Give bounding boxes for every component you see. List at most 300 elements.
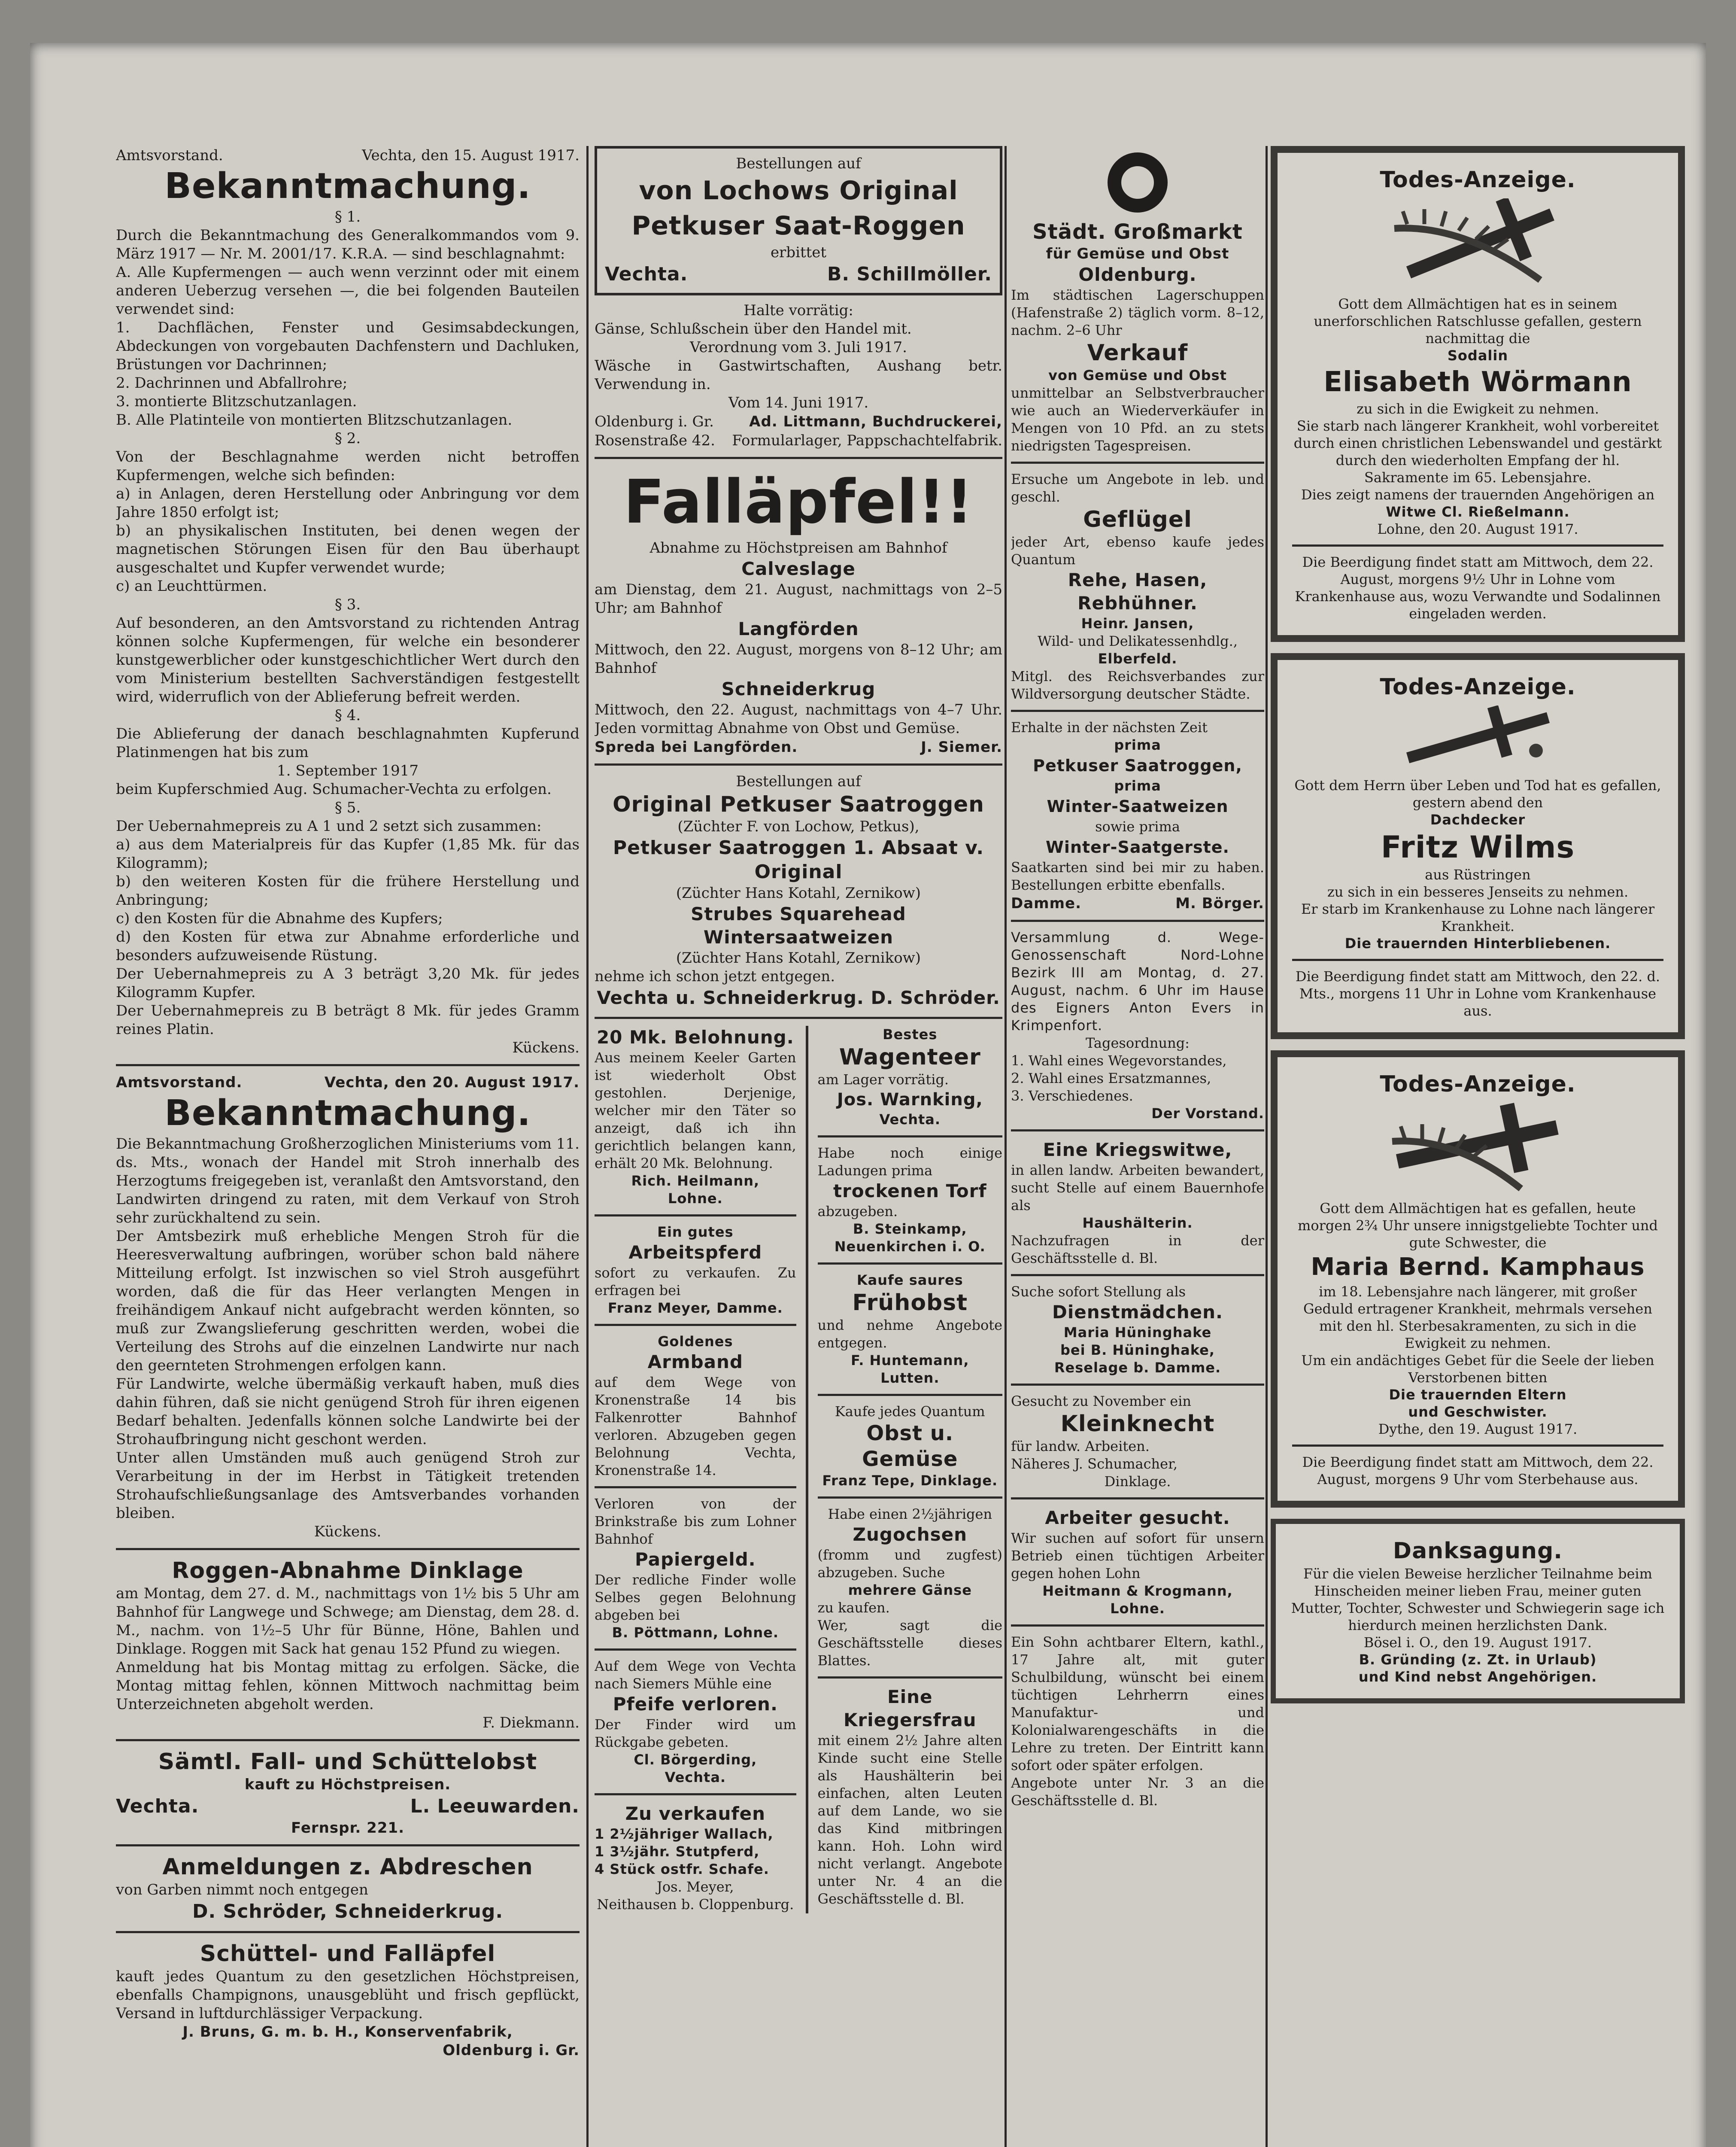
thanks-signature: B. Gründing (z. Zt. in Urlaub) bbox=[1359, 1651, 1597, 1668]
divider bbox=[1011, 920, 1264, 922]
notice-date: Vechta, den 15. August 1917. bbox=[362, 147, 580, 164]
ad-signature: J. Siemer. bbox=[921, 739, 1002, 756]
ad-location: Vechta. bbox=[116, 1795, 199, 1817]
ad-livestock-sale bbox=[595, 1802, 796, 1913]
ad-title: Original Petkuser Saatroggen bbox=[613, 792, 984, 817]
ad-fruit-buyer bbox=[116, 1748, 580, 1837]
ad-text: Aus meinem Keeler Garten ist wiederholt Obst gestohlen. Derjenige, welcher mir den Täter so anzeigt, daß ich ihn gerichtlich belangen kann, erhält 20 Mk. Belohnung. bbox=[595, 1049, 796, 1171]
notice-deadline: 1. September 1917 bbox=[277, 762, 419, 779]
ad-fruit-vegetables bbox=[818, 1403, 1002, 1490]
death-notice-text: Die Beerdigung findet statt am Mittwoch, dem 22. August, morgens 9 Uhr vom Sterbehause aus. bbox=[1302, 1454, 1654, 1487]
death-notice-signature: und Geschwister. bbox=[1408, 1404, 1548, 1420]
ad-text: (Züchter Hans Kotahl, Zernikow) bbox=[676, 885, 921, 902]
divider bbox=[1011, 1497, 1264, 1499]
death-notice-text: Dies zeigt namens der trauernden Angehörigen an bbox=[1301, 487, 1655, 503]
ad-text: Ein Sohn achtbarer Eltern, kathl., 17 Jahre alt, mit guter Schulbildung, wünscht bei einem tüchtigen Lehrherrn eines Manufaktur- und Kolonialwarengeschäfts in die Lehre zu treten. Der Eintritt kann sofort oder später erfolgen. bbox=[1011, 1634, 1264, 1773]
death-notice-date: Dythe, den 19. August 1917. bbox=[1378, 1421, 1578, 1437]
ad-phone: Fernspr. 221. bbox=[291, 1819, 404, 1837]
divider bbox=[595, 1793, 796, 1795]
death-notice-text: zu sich in die Ewigkeit zu nehmen. bbox=[1357, 401, 1599, 417]
cross-with-wreath-icon bbox=[1388, 706, 1568, 770]
ad-lost-pipe bbox=[595, 1657, 796, 1786]
death-notice-kamphaus bbox=[1271, 1050, 1685, 1508]
death-notice-text: Gott dem Herrn über Leben und Tod hat es gefallen, gestern abend den bbox=[1294, 777, 1661, 811]
ad-title: Papiergeld. bbox=[635, 1549, 756, 1570]
divider bbox=[818, 1262, 1002, 1265]
ad-title: Strubes Squarehead Wintersaatweizen bbox=[691, 903, 906, 948]
ad-title: Pfeife verloren. bbox=[613, 1694, 778, 1715]
ad-text: unmittelbar an Selbstverbraucher wie auch an Wiederverkäufer in Mengen von 10 Pfd. an zu stets niedrigsten Tagespreisen. bbox=[1011, 385, 1264, 454]
divider bbox=[818, 1496, 1002, 1499]
thanks-notice bbox=[1271, 1519, 1685, 1703]
ad-apples-buyer bbox=[116, 1940, 580, 2060]
divider bbox=[1011, 710, 1264, 712]
ad-text: mit einem 2½ Jahre alten Kinde sucht eine Stelle als Haushälterin bei einfachen, alten Leuten auf dem Lande, wo sie das Kind mitbringen kann. Hoh. Lohn wird nicht verlangt. Angebote unter Nr. 4 an die Geschäftsstelle d. Bl. bbox=[817, 1732, 1002, 1907]
divider bbox=[1011, 1274, 1264, 1276]
ad-city-market bbox=[1011, 150, 1264, 455]
notice-text: Auf besonderen, an den Amtsvorstand zu richtenden Antrag können solche Kupfermengen, für welche ein besonderer kunstgewerblicher oder kunstgeschichtlicher Wert durch den vom Ministerium bestellten Sachverständigen festgestellt wird, widerruflich von der Ablieferung befreit werden. bbox=[116, 614, 580, 706]
ad-text: und nehme Angebote entgegen. bbox=[817, 1317, 1002, 1351]
divider bbox=[595, 1486, 796, 1488]
ad-wagon-tar bbox=[818, 1026, 1002, 1128]
ad-title: Winter-Saatgerste. bbox=[1046, 838, 1229, 857]
death-notice-signature: Die trauernden Eltern bbox=[1389, 1387, 1567, 1403]
ad-title: Schüttel- und Falläpfel bbox=[200, 1941, 496, 1967]
notice-text: Der Uebernahmepreis zu A 3 beträgt 3,20 Mk. für jedes Kilogramm Kupfer. bbox=[116, 965, 580, 1001]
notice-copper bbox=[116, 146, 580, 1057]
ad-signature: Maria Hüninghake bbox=[1063, 1324, 1212, 1341]
death-notice-woermann bbox=[1271, 146, 1685, 642]
ad-location: Vechta. bbox=[879, 1111, 941, 1128]
ad-address: Rosenstraße 42. bbox=[595, 432, 715, 449]
ad-text: sofort zu verkaufen. Zu erfragen bei bbox=[595, 1265, 796, 1299]
ad-text: Suche sofort Stellung als bbox=[1011, 1283, 1186, 1300]
ad-signature: L. Leeuwarden. bbox=[410, 1795, 580, 1817]
ad-signature: Rich. Heilmann, bbox=[631, 1173, 760, 1189]
column-1 bbox=[116, 146, 580, 2147]
ad-title: Haushälterin. bbox=[1082, 1215, 1193, 1231]
notice-item: c) den Kosten für die Abnahme des Kupfers; bbox=[116, 910, 443, 927]
ad-text: Verordnung vom 3. Juli 1917. bbox=[690, 339, 907, 356]
death-notice-text: aus Rüstringen bbox=[1425, 867, 1531, 883]
ad-signature: F. Huntemann, bbox=[851, 1352, 969, 1368]
column-rule bbox=[1005, 146, 1007, 2147]
ad-location: Oldenburg i. Gr. bbox=[443, 2042, 580, 2059]
deceased-name: Elisabeth Wörmann bbox=[1323, 366, 1632, 398]
ad-text: Wer, sagt die Geschäftsstelle dieses Blattes. bbox=[817, 1617, 1002, 1669]
notice-straw bbox=[116, 1073, 580, 1541]
death-notice-text: Gott dem Allmächtigen hat es gefallen, heute morgen 2¾ Uhr unsere innigstgeliebte Tochter und gute Schwester, die bbox=[1297, 1200, 1658, 1251]
ad-text: Kaufe jedes Quantum bbox=[835, 1403, 985, 1420]
divider bbox=[595, 1017, 1002, 1019]
divider bbox=[116, 1931, 580, 1933]
ad-text: Halte vorrätig: bbox=[744, 302, 853, 319]
ad-workhorse bbox=[595, 1223, 796, 1317]
column-rule bbox=[586, 146, 589, 2147]
divider bbox=[1011, 462, 1264, 464]
ad-text: (Züchter F. von Lochow, Petkus), bbox=[677, 818, 920, 835]
ad-location: Elberfeld. bbox=[1098, 651, 1178, 667]
divider bbox=[1011, 1384, 1264, 1386]
ad-item: 1. Wahl eines Wegevorstandes, bbox=[1011, 1052, 1227, 1069]
divider bbox=[595, 1214, 796, 1216]
ad-seed-rye bbox=[595, 146, 1002, 295]
ad-heading: Calveslage bbox=[741, 558, 856, 579]
ad-text: von Garben nimmt noch entgegen bbox=[116, 1881, 368, 1898]
notice-title: Bekanntmachung. bbox=[164, 166, 531, 207]
ad-signature: Heitmann & Krogmann, bbox=[1042, 1583, 1233, 1599]
paragraph-number: § 1. bbox=[334, 208, 361, 225]
ad-text: Erhalte in der nächsten Zeit bbox=[1011, 719, 1208, 736]
ad-signature: Heinr. Jansen, bbox=[1081, 615, 1194, 632]
ad-heading: Langförden bbox=[738, 618, 859, 639]
death-notice-text: Sodalin bbox=[1447, 347, 1508, 364]
thanks-text: Für die vielen Beweise herzlicher Teilnahme beim Hinscheiden meiner lieben Frau, meiner guten Mutter, Tochter, Schwester und Schwiegerin sage ich hierdurch meinen herzlichsten Dank. bbox=[1291, 1566, 1665, 1633]
ad-text: Im städtischen Lagerschuppen (Hafenstraße 2) täglich vorm. 8–12, nachm. 2–6 Uhr bbox=[1011, 287, 1264, 338]
notice-item: 1. Dachflächen, Fenster und Gesimsabdeckungen, Abdeckungen von vorgebauten Dachfenstern und Dachluken, Brüstungen vor Dachrinnen; bbox=[116, 319, 580, 373]
death-notice-text: Die Beerdigung findet statt am Mittwoch, dem 22. August, morgens 9½ Uhr in Lohne vom Krankenhause aus, wozu Verwandte und Sodalinnen eingeladen werden. bbox=[1295, 554, 1661, 622]
ad-text: Gesucht zu November ein bbox=[1011, 1393, 1192, 1409]
ad-text: Näheres J. Schumacher, bbox=[1011, 1456, 1178, 1472]
ring-emblem-icon bbox=[1105, 150, 1170, 215]
ad-text: Versammlung d. Wege-Genossenschaft Nord-Lohne Bezirk III am Montag, d. 27. August, nachm. 6 Uhr im Hause des Eigners Anton Evers in Krimpenfort. bbox=[1011, 929, 1264, 1034]
ad-signature: Jos. Warnking, bbox=[837, 1090, 983, 1110]
ad-text: für Gemüse und Obst bbox=[1046, 245, 1229, 262]
ad-seed-grain bbox=[1011, 719, 1264, 913]
ad-title: Arbeiter gesucht. bbox=[1045, 1507, 1230, 1528]
column-rule bbox=[806, 1026, 808, 1913]
ad-text: (Züchter Hans Kotahl, Zernikow) bbox=[676, 949, 921, 967]
thanks-signature: und Kind nebst Angehörigen. bbox=[1358, 1669, 1597, 1685]
ad-text: Mittwoch, den 22. August, nachmittags von 4–7 Uhr. Jeden vormittag Abnahme von Obst und Gemüse. bbox=[595, 701, 1002, 737]
divider bbox=[116, 1064, 580, 1066]
ad-text: Wir suchen auf sofort für unsern Betrieb einen tüchtigen Arbeiter gegen hohen Lohn bbox=[1011, 1530, 1264, 1581]
notice-authority: Amtsvorstand. bbox=[116, 1074, 243, 1091]
ad-title: Frühobst bbox=[852, 1290, 968, 1316]
ad-workers-wanted bbox=[1011, 1506, 1264, 1618]
small-ads-left bbox=[595, 1026, 796, 1913]
ad-signature: Cl. Börgerding, bbox=[634, 1752, 757, 1768]
ad-text: Bestellungen auf bbox=[736, 155, 861, 172]
column-rule bbox=[1266, 146, 1268, 2147]
small-ads-grid bbox=[595, 1026, 1002, 1913]
notice-text: Der Uebernahmepreis zu B beträgt 8 Mk. für jedes Gramm reines Platin. bbox=[116, 1002, 580, 1038]
ad-item: 1 3½jähr. Stutpferd, bbox=[595, 1843, 760, 1860]
ad-title: Arbeitspferd bbox=[628, 1242, 762, 1263]
death-notice-text: zu sich in ein besseres Jenseits zu nehmen. bbox=[1327, 884, 1629, 900]
ad-poultry bbox=[1011, 471, 1264, 703]
ad-text: Habe noch einige Ladungen prima bbox=[817, 1145, 1002, 1179]
ad-text: abzugeben. bbox=[817, 1203, 898, 1219]
paragraph-number: § 3. bbox=[334, 596, 361, 613]
notice-authority: Amtsvorstand. bbox=[116, 147, 223, 164]
ad-lost-money bbox=[595, 1495, 796, 1642]
notice-text: Der Amtsbezirk muß erhebliche Mengen Stroh für die Heeresverwaltung aufbringen, worüber schon bald nähere Mitteilung erfolgt. Ist inzwischen so viel Stroh ausgeführt worden, daß die für das Heer verlangten Mengen in freihändigem Ankauf nicht aufgebracht werden könnten, so muß zur Zwangslieferung geschritten werden, wobei die Verteilung des Strohs auf die einzelnen Landwirte nur nach den geernteten Strohmengen erfolgen kann. bbox=[116, 1228, 580, 1374]
cross-with-palm-icon bbox=[1379, 1103, 1577, 1193]
ad-text: Saatkarten sind bei mir zu haben. Bestellungen erbitte ebenfalls. bbox=[1011, 859, 1264, 893]
ad-text: prima bbox=[1114, 778, 1161, 794]
death-notice-date: Lohne, den 20. August 1917. bbox=[1377, 521, 1578, 537]
ad-title: von Lochows Original bbox=[639, 176, 958, 206]
ad-road-assembly bbox=[1011, 929, 1264, 1122]
ad-title: Obst u. Gemüse bbox=[862, 1421, 958, 1471]
ad-text: Verloren von der Brinkstraße bis zum Lohner Bahnhof bbox=[595, 1496, 796, 1547]
ad-text: zu kaufen. bbox=[817, 1600, 890, 1616]
notice-text: Die Bekanntmachung Großherzoglichen Ministeriums vom 11. ds. Mts., wonach der Handel mit Stroh innerhalb des Herzogtums freigegeben ist, veranlaßt den Amtsvorstand, den Landwirten dringend zu raten, mit dem Verkauf von Stroh sehr zurückhaltend zu sein. bbox=[116, 1135, 580, 1226]
ad-title: 20 Mk. Belohnung. bbox=[596, 1027, 794, 1048]
ad-text: Auf dem Wege von Vechta nach Siemers Mühle eine bbox=[595, 1658, 796, 1692]
ad-location: Lutten. bbox=[880, 1370, 940, 1386]
ad-text: sowie prima bbox=[1095, 818, 1180, 835]
ad-heading: Tagesordnung: bbox=[1086, 1035, 1190, 1051]
divider bbox=[818, 1676, 1002, 1679]
ad-signature: Vechta u. Schneiderkrug. D. Schröder. bbox=[597, 987, 1000, 1008]
notice-item: 3. montierte Blitzschutzanlagen. bbox=[116, 393, 357, 410]
divider bbox=[818, 1135, 1002, 1137]
divider bbox=[595, 763, 1002, 766]
ad-text: am Montag, dem 27. d. M., nachmittags von 1½ bis 5 Uhr am Bahnhof für Langwege und Schwege; am Dienstag, dem 28. d. M., nachm. von 1½–5 Uhr für Bünne, Höne, Bahlen und Dinklage. Roggen mit Sack hat genau 152 Pfund zu wiegen. bbox=[116, 1585, 580, 1657]
ad-farmhand bbox=[1011, 1393, 1264, 1490]
ad-printer-forms bbox=[595, 301, 1002, 450]
divider bbox=[1292, 544, 1663, 547]
ad-text: Ein gutes bbox=[657, 1224, 734, 1240]
ad-text: auf dem Wege von Kronenstraße 14 bis Falkenrotter Bahnhof verloren. Abzugeben gegen Belohnung Vechta, Kronenstraße 14. bbox=[595, 1374, 796, 1478]
ad-lost-bracelet bbox=[595, 1333, 796, 1479]
ad-title: Petkuser Saatroggen, bbox=[1033, 756, 1242, 775]
death-notice-signature: Witwe Cl. Rießelmann. bbox=[1386, 504, 1570, 520]
ad-title: Eine Kriegswitwe, bbox=[1043, 1139, 1232, 1160]
ad-title: Sämtl. Fall- und Schüttelobst bbox=[158, 1749, 537, 1775]
ad-location: Vechta. bbox=[605, 263, 688, 285]
notice-text: B. Alle Platinteile von montierten Blitzschutzanlagen. bbox=[116, 411, 513, 429]
cross-with-palm-icon bbox=[1377, 198, 1579, 289]
notice-text: A. Alle Kupfermengen — auch wenn verzinnt oder mit einem anderen Ueberzug versehen —, die bei folgenden Bauteilen verwendet sind: bbox=[116, 264, 580, 318]
death-notice-signature: Die trauernden Hinterbliebenen. bbox=[1344, 935, 1611, 952]
ad-item: 3. Verschiedenes. bbox=[1011, 1088, 1133, 1104]
death-notice-title: Todes-Anzeige. bbox=[1380, 1071, 1576, 1097]
divider bbox=[818, 1394, 1002, 1396]
ad-text: prima bbox=[1114, 737, 1161, 753]
notice-text: Durch die Bekanntmachung des Generalkommandos vom 9. März 1917 — Nr. M. 2001/17. K.R.A. — sind beschlagnahmt: bbox=[116, 227, 580, 262]
notice-item: b) an physikalischen Instituten, bei denen wegen der magnetischen Störungen Eisen für den Bau überhaupt ausgeschaltet und Kupfer verwendet wurde; bbox=[116, 522, 580, 576]
ad-draft-ox bbox=[818, 1505, 1002, 1670]
notice-item: d) den Kosten für etwa zur Abnahme erforderliche und besonders aufzuweisende Rüstung. bbox=[116, 928, 580, 964]
ad-signature: Ad. Littmann, Buchdruckerei, bbox=[749, 413, 1002, 430]
divider bbox=[595, 1324, 796, 1326]
ad-title: Armband bbox=[647, 1351, 743, 1372]
notice-item: a) in Anlagen, deren Herstellung oder Anbringung vor dem Jahre 1850 erfolgt ist; bbox=[116, 485, 580, 521]
ad-text: am Lager vorrätig. bbox=[817, 1071, 949, 1088]
ad-location: bei B. Hüninghake, bbox=[1060, 1342, 1215, 1358]
ad-location: Reselage b. Damme. bbox=[1054, 1359, 1221, 1376]
ad-title: Winter-Saatweizen bbox=[1047, 797, 1229, 816]
death-notice-title: Todes-Anzeige. bbox=[1380, 167, 1576, 193]
divider bbox=[1292, 959, 1663, 961]
ad-text: kauft zu Höchstpreisen. bbox=[244, 1776, 451, 1793]
column-3 bbox=[1011, 146, 1264, 2147]
ad-text: Bestes bbox=[883, 1026, 938, 1043]
divider bbox=[116, 1844, 580, 1846]
ad-item: 1 2½jähriger Wallach, bbox=[595, 1826, 774, 1842]
ad-signature: B. Pöttmann, Lohne. bbox=[612, 1624, 779, 1641]
ad-text: Wäsche in Gastwirtschaften, Aushang betr. Verwendung in. bbox=[595, 357, 1002, 393]
death-notice-text: Er starb im Krankenhause zu Lohne nach längerer Krankheit. bbox=[1301, 901, 1655, 934]
ad-text: Kaufe saures bbox=[856, 1272, 963, 1288]
ad-title: Wagenteer bbox=[839, 1044, 981, 1070]
ad-signature: Der Vorstand. bbox=[1151, 1105, 1264, 1122]
ad-title: Verkauf bbox=[1087, 340, 1188, 366]
ad-signature: Jos. Meyer, bbox=[657, 1879, 734, 1895]
ad-fallen-apples bbox=[595, 466, 1002, 757]
ad-signature: F. Diekmann. bbox=[483, 1714, 580, 1731]
ad-location: Dinklage. bbox=[1104, 1473, 1171, 1490]
ad-text: Bestellungen auf bbox=[736, 773, 861, 790]
thanks-title: Danksagung. bbox=[1393, 1538, 1563, 1564]
death-notice-text: Um ein andächtiges Gebet für die Seele der lieben Verstorbenen bitten bbox=[1301, 1352, 1654, 1386]
divider bbox=[595, 1648, 796, 1651]
ad-text: Vom 14. Juni 1917. bbox=[728, 394, 869, 411]
ad-early-fruit bbox=[818, 1271, 1002, 1387]
deceased-name: Maria Bernd. Kamphaus bbox=[1311, 1253, 1645, 1281]
notice-signature: Kückens. bbox=[314, 1523, 382, 1540]
ad-signature: Franz Meyer, Damme. bbox=[607, 1300, 783, 1316]
small-ads-right bbox=[818, 1026, 1002, 1913]
deceased-name: Fritz Wilms bbox=[1381, 830, 1575, 865]
ad-location: Oldenburg i. Gr. bbox=[595, 413, 714, 430]
ad-location: Neuenkirchen i. O. bbox=[834, 1238, 986, 1255]
ad-location: Vechta. bbox=[665, 1769, 726, 1785]
ad-title: Roggen-Abnahme Dinklage bbox=[172, 1558, 524, 1584]
divider bbox=[116, 1548, 580, 1550]
notice-title: Bekanntmachung. bbox=[164, 1093, 531, 1134]
death-notice-wilms bbox=[1271, 653, 1685, 1039]
paragraph-number: § 5. bbox=[334, 799, 361, 816]
column-4 bbox=[1271, 146, 1685, 2147]
notice-signature: Kückens. bbox=[512, 1039, 580, 1056]
notice-text: beim Kupferschmied Aug. Schumacher-Vechta zu erfolgen. bbox=[116, 781, 552, 798]
ad-text: Ersuche um Angebote in leb. und geschl. bbox=[1011, 471, 1264, 505]
ad-location: Neithausen b. Cloppenburg. bbox=[597, 1896, 794, 1913]
column-2 bbox=[595, 146, 1002, 2147]
ad-signature: B. Steinkamp, bbox=[853, 1221, 967, 1237]
ad-maid bbox=[1011, 1283, 1264, 1377]
ad-text: nehme ich schon jetzt entgegen. bbox=[595, 968, 835, 985]
ad-location: Damme. bbox=[1011, 895, 1081, 912]
divider bbox=[1292, 1445, 1663, 1447]
ad-text: für landw. Arbeiten. bbox=[1011, 1438, 1150, 1454]
ad-text: kauft jedes Quantum zu den gesetzlichen Höchstpreisen, ebenfalls Champignons, unausgeblüht und frisch gepflückt, Versand in luftdurchlässiger Verpackung. bbox=[116, 1968, 580, 2022]
notice-item: 2. Dachrinnen und Abfallrohre; bbox=[116, 374, 348, 392]
ad-signature: D. Schröder, Schneiderkrug. bbox=[192, 1901, 504, 1922]
ad-signature: J. Bruns, G. m. b. H., Konservenfabrik, bbox=[182, 2023, 513, 2041]
ad-text: Anmeldung hat bis Montag mittag zu erfolgen. Säcke, die Montag mittag fehlen, können Mittwoch nachmittag beim Unterzeichneten abgeholt werden. bbox=[116, 1659, 580, 1713]
ad-seed-orders bbox=[595, 772, 1002, 1010]
ad-text: Gänse, Schlußschein über den Handel mit. bbox=[595, 320, 912, 338]
death-notice-text: im 18. Lebensjahre nach längerer, mit großer Geduld ertragener Krankheit, mehrmals versehen mit den hl. Sterbesakramenten, zu sich in die Ewigkeit zu nehmen. bbox=[1303, 1283, 1652, 1351]
ad-location: Lohne. bbox=[1110, 1600, 1165, 1617]
ad-threshing bbox=[116, 1853, 580, 1924]
ad-title: Petkuser Saatroggen 1. Absaat v. Original bbox=[613, 837, 984, 883]
ad-reward bbox=[595, 1026, 796, 1207]
ad-title: Zu verkaufen bbox=[625, 1803, 766, 1824]
ad-rye-intake bbox=[116, 1557, 580, 1732]
ad-heading: Oldenburg. bbox=[1078, 264, 1197, 285]
ad-item: 4 Stück ostfr. Schafe. bbox=[595, 1861, 769, 1877]
divider bbox=[595, 457, 1002, 459]
ad-text: Mittwoch, den 22. August, morgens von 8–12 Uhr; am Bahnhof bbox=[595, 641, 1002, 677]
ad-title: Petkuser Saat-Roggen bbox=[631, 211, 965, 241]
ad-text: Abnahme zu Höchstpreisen am Bahnhof bbox=[649, 539, 947, 557]
ad-heading: Schneiderkrug bbox=[721, 678, 876, 699]
ad-text: Mitgl. des Reichsverbandes zur Wildversorgung deutscher Städte. bbox=[1011, 668, 1264, 702]
death-notice-text: Sie starb nach längerer Krankheit, wohl vorbereitet durch einen christlichen Lebenswandel und gestärkt durch den wiederholten Empfang der hl. Sakramente im 65. Lebensjahre. bbox=[1293, 418, 1662, 486]
ad-title: Städt. Großmarkt bbox=[1032, 220, 1243, 244]
ad-text: Formularlager, Pappschachtelfabrik. bbox=[732, 432, 1002, 449]
death-notice-text: Gott dem Allmächtigen hat es in seinem unerforschlichen Ratschlusse gefallen, gestern nachmittag die bbox=[1314, 296, 1642, 347]
paragraph-number: § 2. bbox=[334, 430, 361, 447]
ad-title: Dienstmädchen. bbox=[1052, 1302, 1223, 1323]
ad-title: trockenen Torf bbox=[833, 1180, 987, 1201]
ad-peat bbox=[818, 1144, 1002, 1256]
ad-text: Der redliche Finder wolle Selbes gegen Belohnung abgeben bei bbox=[595, 1572, 796, 1623]
notice-text: Von der Beschlagnahme werden nicht betroffen Kupfermengen, welche sich befinden: bbox=[116, 448, 580, 484]
ad-title: Anmeldungen z. Abdreschen bbox=[162, 1854, 533, 1880]
ad-war-wife bbox=[818, 1685, 1002, 1908]
notice-item: c) an Leuchttürmen. bbox=[116, 578, 267, 595]
notice-text: Die Ablieferung der danach beschlagnahmten Kupferund Platinmengen hat bis zum bbox=[116, 725, 580, 761]
notice-text: Der Uebernahmepreis zu A 1 und 2 setzt sich zusammen: bbox=[116, 818, 542, 835]
ad-title: Eine Kriegersfrau bbox=[843, 1686, 977, 1730]
divider bbox=[1011, 1624, 1264, 1627]
ad-title: Falläpfel!! bbox=[623, 467, 974, 537]
notice-date: Vechta, den 20. August 1917. bbox=[324, 1074, 580, 1091]
ad-text: Habe einen 2½jährigen bbox=[828, 1506, 992, 1522]
notice-text: Unter allen Umständen muß auch genügend Stroh zur Verarbeitung in der im Herbst in Tätigkeit tretenden Strohaufschließungsanlage des Amtsverbandes vorhanden bleiben. bbox=[116, 1449, 580, 1522]
newspaper-page bbox=[30, 43, 1706, 2147]
ad-title: Rehe, Hasen, Rebhühner. bbox=[1068, 569, 1208, 614]
ad-item: 2. Wahl eines Ersatzmannes, bbox=[1011, 1070, 1211, 1086]
ad-text: erbittet bbox=[770, 244, 827, 261]
paragraph-number: § 4. bbox=[334, 707, 361, 724]
notice-item: a) aus dem Materialpreis für das Kupfer (1,85 Mk. für das Kilogramm); bbox=[116, 836, 580, 872]
ad-apprentice bbox=[1011, 1633, 1264, 1809]
ad-text: am Dienstag, dem 21. August, nachmittags von 2–5 Uhr; am Bahnhof bbox=[595, 581, 1002, 617]
ad-title: mehrere Gänse bbox=[848, 1582, 972, 1598]
death-notice-text: Dachdecker bbox=[1430, 812, 1526, 828]
ad-text: von Gemüse und Obst bbox=[1048, 367, 1227, 383]
divider bbox=[1011, 1129, 1264, 1131]
ad-text: Der Finder wird um Rückgabe gebeten. bbox=[595, 1716, 796, 1750]
ad-text: jeder Art, ebenso kaufe jedes Quantum bbox=[1011, 534, 1264, 568]
death-notice-title: Todes-Anzeige. bbox=[1380, 674, 1576, 700]
ad-text: (fromm und zugfest) abzugeben. Suche bbox=[817, 1547, 1002, 1581]
thanks-date: Bösel i. O., den 19. August 1917. bbox=[1363, 1634, 1592, 1651]
ad-text: Wild- und Delikatessenhdlg., bbox=[1037, 633, 1238, 649]
ad-signature: M. Börger. bbox=[1175, 895, 1264, 912]
ad-title: Zugochsen bbox=[853, 1524, 967, 1545]
death-notice-text: Die Beerdigung findet statt am Mittwoch, den 22. d. Mts., morgens 11 Uhr in Lohne vom Krankenhause aus. bbox=[1295, 968, 1660, 1019]
ad-signature: Franz Tepe, Dinklage. bbox=[822, 1472, 998, 1489]
ad-location: Lohne. bbox=[668, 1190, 723, 1207]
ad-text: Goldenes bbox=[658, 1333, 733, 1350]
ad-war-widow bbox=[1011, 1138, 1264, 1267]
ad-title: Geflügel bbox=[1083, 507, 1192, 532]
ad-signature: B. Schillmöller. bbox=[827, 263, 992, 285]
ad-text: Angebote unter Nr. 3 an die Geschäftsstelle d. Bl. bbox=[1011, 1775, 1264, 1809]
ad-text: in allen landw. Arbeiten bewandert, sucht Stelle auf einem Bauernhofe als bbox=[1011, 1162, 1264, 1213]
divider bbox=[116, 1739, 580, 1741]
notice-item: b) den weiteren Kosten für die frühere Herstellung und Anbringung; bbox=[116, 873, 580, 909]
